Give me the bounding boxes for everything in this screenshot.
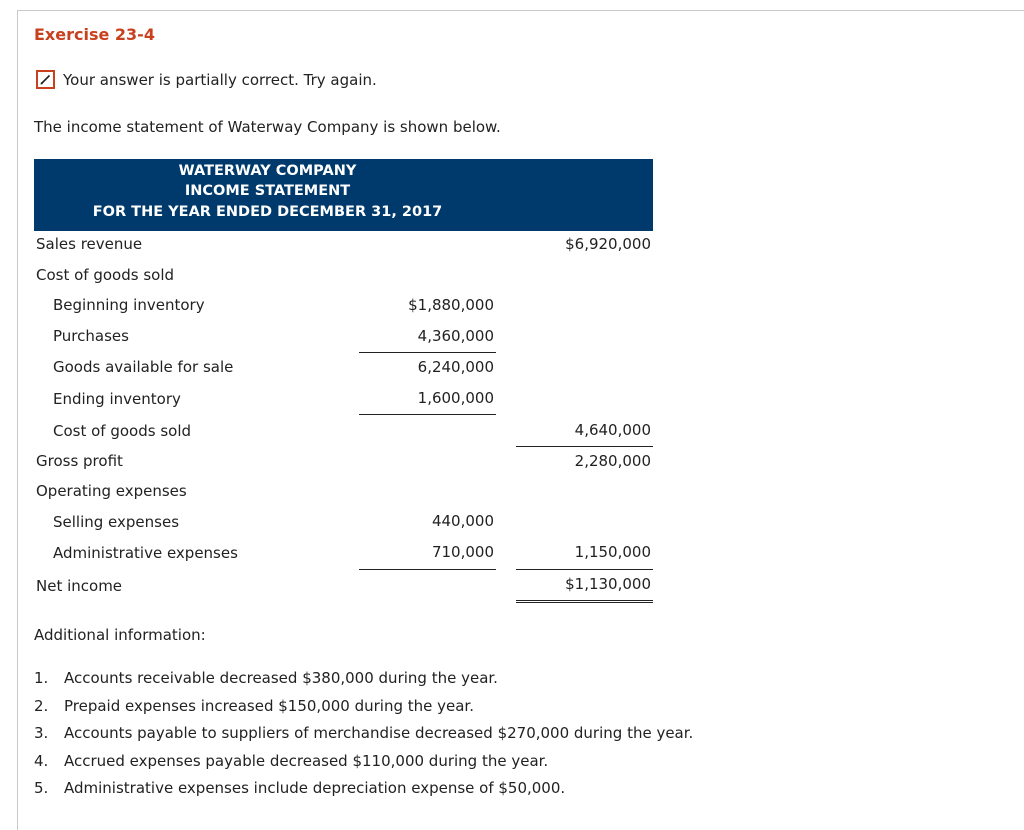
company-name: WATERWAY COMPANY [178,163,357,179]
feedback-text: Your answer is partially correct. Try again. [63,70,377,89]
amount-sales-revenue: $6,920,000 [565,235,651,253]
intro-text: The income statement of Waterway Company is shown below. [34,118,501,136]
amount-gross-profit: 2,280,000 [574,452,651,470]
amount-beginning-inventory: $1,880,000 [408,296,494,314]
additional-info-heading: Additional information: [34,626,206,644]
underline-total-operating-expenses [516,569,653,570]
row-label-ending-inventory: Ending inventory [53,390,181,408]
row-label-purchases: Purchases [53,327,129,345]
row-label-selling-expenses: Selling expenses [53,513,180,531]
list-item: 3. Accounts payable to suppliers of merchandise decreased $270,000 during the year. [34,724,694,742]
amount-cogs-total: 4,640,000 [574,421,651,439]
row-label-goods-available: Goods available for sale [53,358,234,376]
amount-selling-expenses: 440,000 [431,512,494,530]
list-item: 2. Prepaid expenses increased $150,000 during the year. [34,696,474,715]
row-label-admin-expenses: Administrative expenses [53,544,238,562]
row-label-sales-revenue: Sales revenue [36,235,143,253]
list-item: 1. Accounts receivable decreased $380,000 during the year. [34,669,498,687]
underline-admin-expenses [359,569,496,570]
amount-net-income: $1,130,000 [565,575,651,593]
row-label-gross-profit: Gross profit [36,452,123,470]
amount-purchases: 4,360,000 [417,327,494,345]
additional-info-list [34,668,693,806]
amount-goods-available: 6,240,000 [417,358,494,376]
underline-cogs-total [516,446,653,447]
statement-name: INCOME STATEMENT [184,183,351,199]
exercise-title: Exercise 23-4 [34,25,155,44]
row-label-cogs-total: Cost of goods sold [53,422,192,440]
amount-ending-inventory: 1,600,000 [417,389,494,407]
row-label-opex-heading: Operating expenses [36,482,187,500]
list-item: 5. Administrative expenses include depreciation expense of $50,000. [34,779,566,797]
statement-period: FOR THE YEAR ENDED DECEMBER 31, 2017 [92,204,443,220]
underline-ending-inventory [359,414,496,415]
double-underline-net-income [516,600,653,603]
pencil-icon [36,70,55,89]
statement-header [34,159,653,231]
row-label-beginning-inventory: Beginning inventory [53,296,205,314]
row-label-net-income: Net income [36,577,123,595]
row-label-cogs-heading: Cost of goods sold [36,266,175,284]
amount-total-operating-expenses: 1,150,000 [574,543,651,561]
underline-purchases [359,352,496,353]
amount-admin-expenses: 710,000 [431,543,494,561]
list-item: 4. Accrued expenses payable decreased $110,000 during the year. [34,751,549,770]
feedback-message [36,70,377,89]
